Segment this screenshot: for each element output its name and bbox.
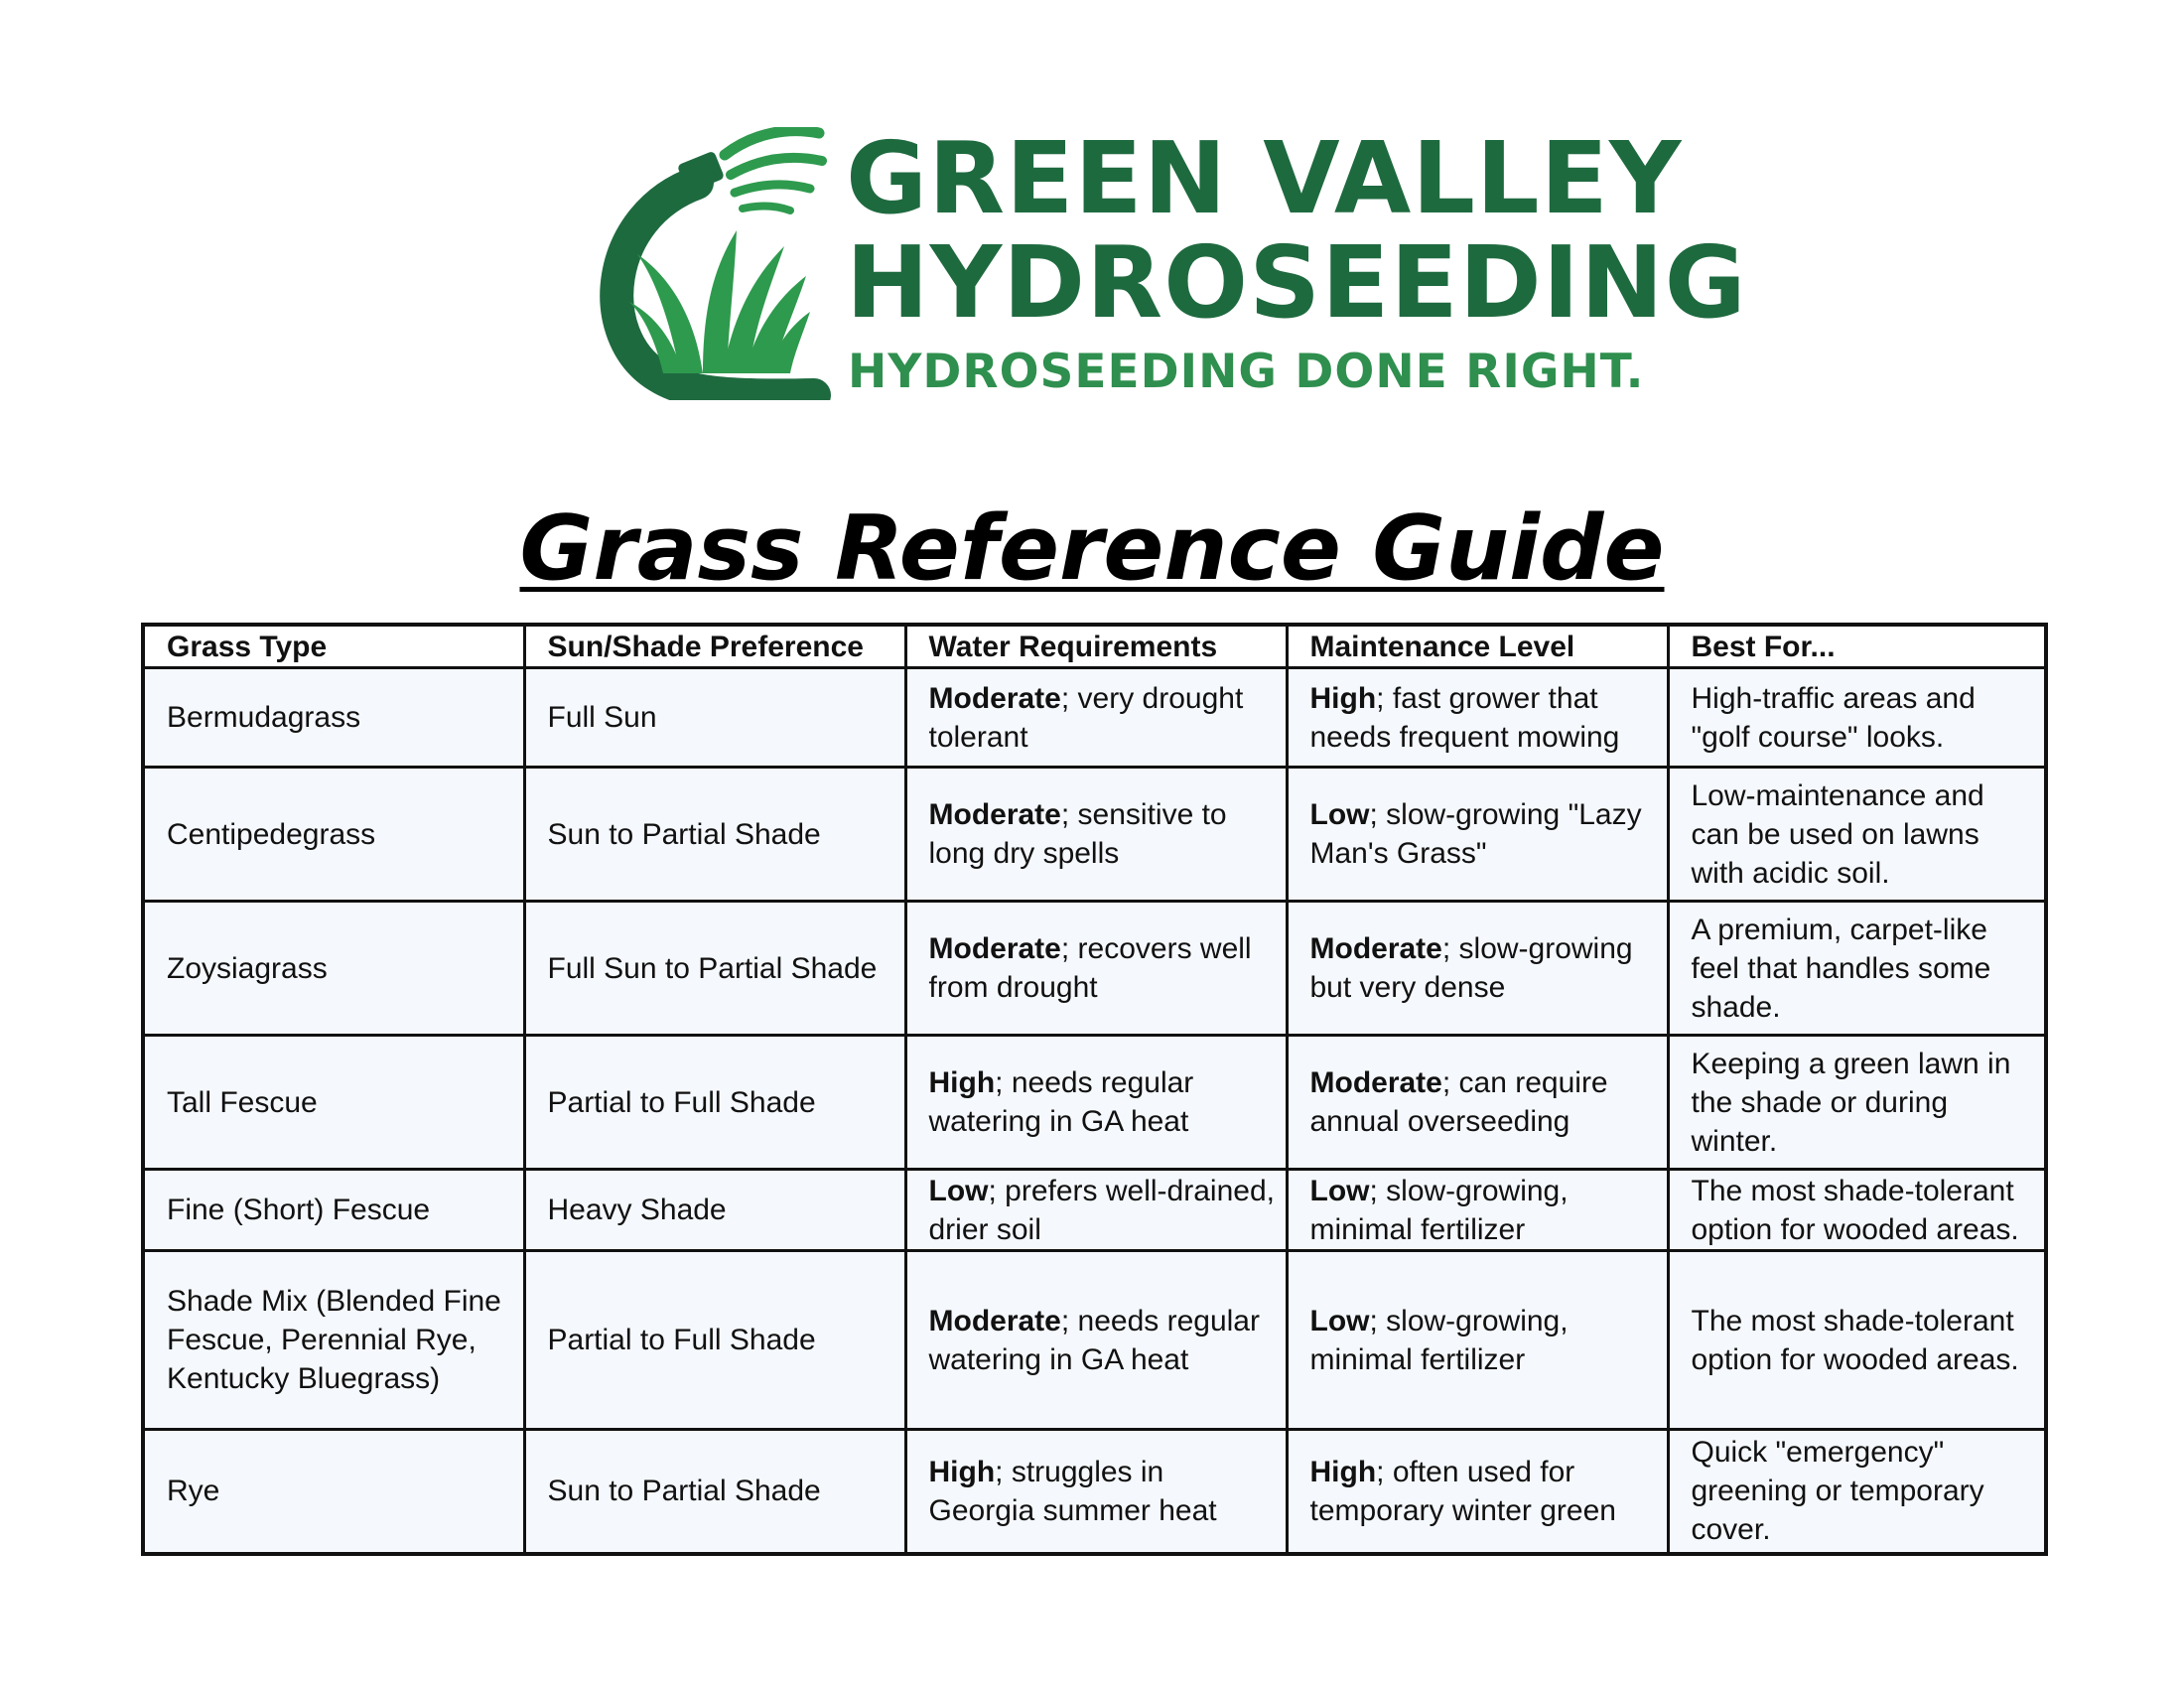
water-level: High [928,1066,996,1099]
water-level: High [928,1455,996,1488]
cell-water [905,1036,1287,1170]
table-row [143,902,2046,1036]
water-level: Moderate [928,1304,1061,1337]
cell-grass-type: Centipedegrass [143,768,524,902]
cell-grass-type: Tall Fescue [143,1036,524,1170]
cell-sun-shade: Full Sun [524,668,905,768]
cell-maintenance [1287,1251,1668,1430]
maintenance-note: ; slow-growing, minimal fertilizer [1309,1174,1569,1246]
table-row [143,1430,2046,1554]
cell-sun-shade: Partial to Full Shade [524,1251,905,1430]
cell-grass-type: Shade Mix (Blended Fine Fescue, Perennial Rye, Kentucky Bluegrass) [143,1251,524,1430]
water-note: ; very drought tolerant [928,681,1244,754]
maintenance-note: ; slow-growing, minimal fertilizer [1309,1304,1569,1376]
cell-best-for: The most shade-tolerant option for wooded areas. [1668,1170,2046,1251]
cell-water [905,668,1287,768]
header-grass-type: Grass Type [143,625,524,668]
maintenance-level: High [1309,681,1377,715]
cell-grass-type: Rye [143,1430,524,1554]
cell-sun-shade: Partial to Full Shade [524,1036,905,1170]
water-note: ; sensitive to long dry spells [928,798,1227,870]
maintenance-note: ; slow-growing but very dense [1309,932,1633,1004]
water-level: Moderate [928,798,1061,831]
cell-grass-type: Bermudagrass [143,668,524,768]
maintenance-level: Low [1309,798,1370,831]
cell-maintenance [1287,1430,1668,1554]
cell-grass-type: Fine (Short) Fescue [143,1170,524,1251]
page-title: Grass Reference Guide [519,496,1665,601]
table-row [143,1170,2046,1251]
table-row [143,768,2046,902]
header-maintenance: Maintenance Level [1287,625,1668,668]
water-level: Moderate [928,932,1061,965]
header-best-for: Best For... [1668,625,2046,668]
cell-sun-shade: Full Sun to Partial Shade [524,902,905,1036]
cell-maintenance [1287,902,1668,1036]
cell-water [905,902,1287,1036]
cell-maintenance [1287,768,1668,902]
maintenance-level: Low [1309,1304,1370,1337]
maintenance-level: Moderate [1309,1066,1442,1099]
cell-maintenance [1287,1170,1668,1251]
water-level: Moderate [928,681,1061,715]
table-row [143,1036,2046,1170]
table-row [143,668,2046,768]
hydroseed-sprayer-grass-icon [586,127,844,400]
cell-grass-type: Zoysiagrass [143,902,524,1036]
cell-sun-shade: Heavy Shade [524,1170,905,1251]
maintenance-level: High [1309,1455,1377,1488]
cell-maintenance [1287,1036,1668,1170]
water-note: ; prefers well-drained, drier soil [928,1174,1275,1246]
grass-reference-table [141,623,2048,1556]
water-note: ; recovers well from drought [928,932,1252,1004]
cell-water [905,768,1287,902]
cell-sun-shade: Sun to Partial Shade [524,1430,905,1554]
cell-best-for: Low-maintenance and can be used on lawns with acidic soil. [1668,768,2046,902]
maintenance-note: ; can require annual overseeding [1309,1066,1608,1138]
water-note: ; needs regular watering in GA heat [928,1066,1194,1138]
company-logo [586,120,1747,405]
logo-name-line1: GREEN VALLEY [846,120,1683,236]
water-note: ; struggles in Georgia summer heat [928,1455,1217,1527]
cell-best-for: A premium, carpet-like feel that handles some shade. [1668,902,2046,1036]
cell-best-for: Keeping a green lawn in the shade or during winter. [1668,1036,2046,1170]
cell-maintenance [1287,668,1668,768]
maintenance-note: ; slow-growing "Lazy Man's Grass" [1309,798,1642,870]
table-header-row [143,625,2046,668]
cell-best-for: High-traffic areas and "golf course" looks. [1668,668,2046,768]
header-water: Water Requirements [905,625,1287,668]
cell-best-for: The most shade-tolerant option for wooded areas. [1668,1251,2046,1430]
table-row [143,1251,2046,1430]
maintenance-note: ; fast grower that needs frequent mowing [1309,681,1620,754]
maintenance-note: ; often used for temporary winter green [1309,1455,1616,1527]
water-note: ; needs regular watering in GA heat [928,1304,1260,1376]
cell-water [905,1430,1287,1554]
logo-tagline: HYDROSEEDING DONE RIGHT. [848,345,1645,399]
cell-water [905,1170,1287,1251]
maintenance-level: Low [1309,1174,1370,1207]
logo-name-line2: HYDROSEEDING [846,224,1747,341]
cell-sun-shade: Sun to Partial Shade [524,768,905,902]
cell-best-for: Quick "emergency" greening or temporary cover. [1668,1430,2046,1554]
header-sun-shade: Sun/Shade Preference [524,625,905,668]
cell-water [905,1251,1287,1430]
water-level: Low [928,1174,989,1207]
maintenance-level: Moderate [1309,932,1442,965]
